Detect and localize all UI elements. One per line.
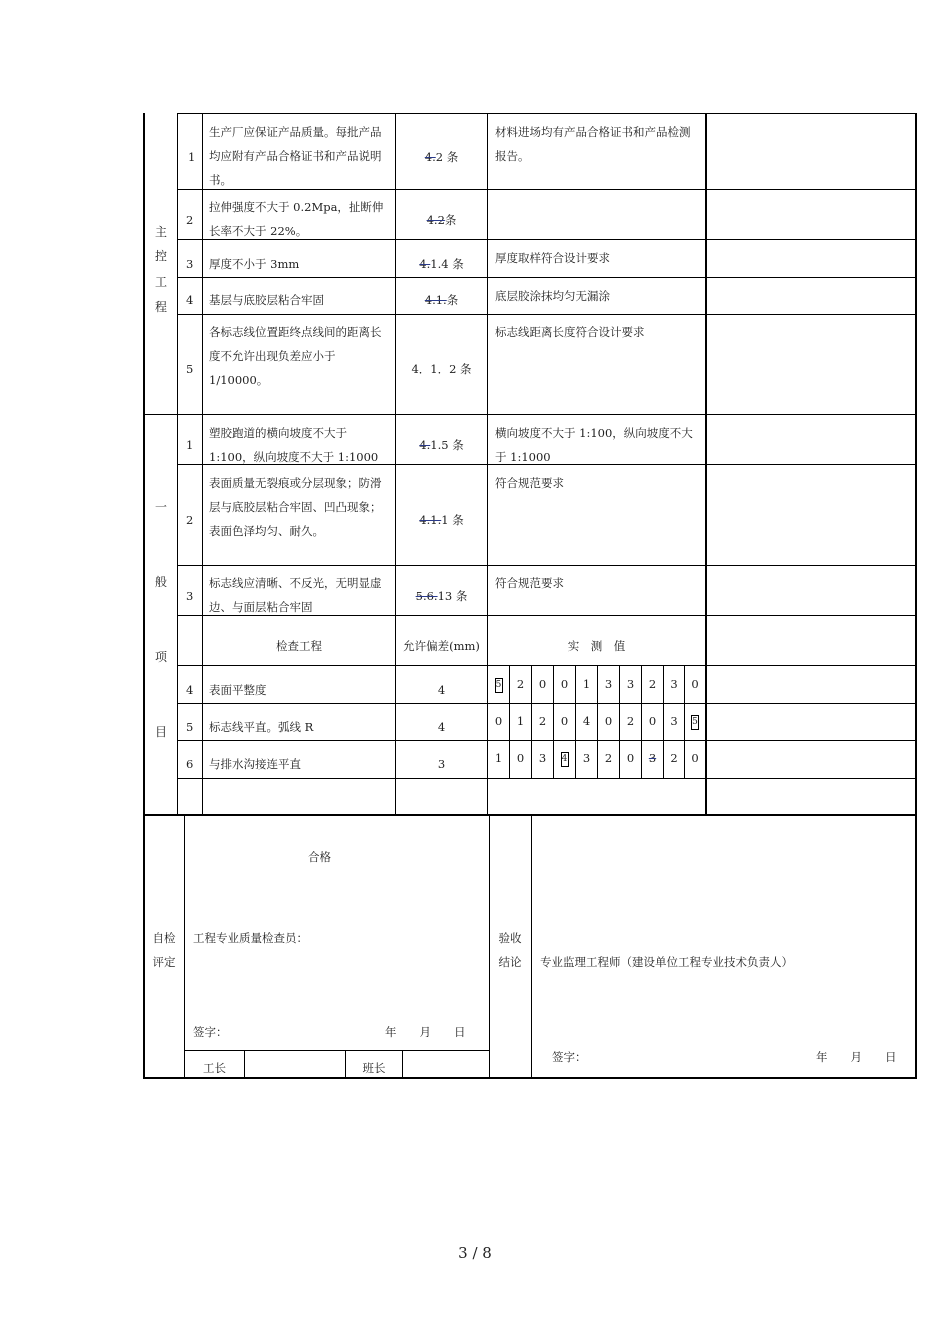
sign-label: 签字： [552,1050,587,1064]
sign-label: 签字： [193,1025,228,1039]
measured-value: 3 [648,751,657,765]
section-label-char: 项 [154,650,167,664]
clause-reference: 5.6.13 条 [415,589,468,603]
measured-value: 1 [494,751,503,765]
measured-value: 3 [626,677,635,691]
measured-value: 2 [626,714,635,728]
check-result: 符合规范要求 [495,576,564,590]
item-description: 基层与底胶层粘合牢固 [209,293,324,307]
measured-value: 5 [685,709,705,733]
measured-value: 0 [648,714,657,728]
clause-reference: 4.1.4 条 [419,257,464,271]
measured-value: 4 [582,714,591,728]
tolerance-value: 3 [437,757,446,771]
row-number: 3 [186,257,194,271]
clause-reference: 4．1．2 条 [411,362,472,376]
measured-value: 1 [582,677,591,691]
measured-value: 0 [560,677,569,691]
self-check-label: 自检评定 [152,931,176,969]
measured-value: 3 [670,714,678,728]
item-description: 拉伸强度不大于 0.2Mpa，扯断伸长率不大于 22%。 [209,200,384,238]
measured-value: 2 [538,714,547,728]
measured-value: 0 [560,714,569,728]
item-description: 标志线应清晰、不反光，无明显虚边、与面层粘合牢固 [209,576,382,614]
measured-value: 2 [604,751,613,765]
page-number: 3 / 8 [458,1244,492,1262]
section-label-char: 一 [154,500,167,514]
section-label-char: 主 [154,225,167,239]
row-number: 5 [186,720,194,734]
section-label-char: 工 [154,275,167,289]
measured-value: 5 [488,672,509,696]
acceptance-label: 验收结论 [498,931,522,969]
measure-header-item: 检查工程 [276,639,322,653]
measured-value: 3 [670,677,678,691]
team-leader-label: 班长 [362,1061,386,1075]
check-result: 横向坡度不大于 1:100，纵向坡度不大于 1:1000 [495,426,693,464]
row-number: 4 [186,683,194,697]
row-number: 5 [186,362,194,376]
item-description: 厚度不小于 3mm [209,257,300,271]
row-number: 2 [186,513,194,527]
check-result: 材料进场均有产品合格证书和产品检测报告。 [495,125,691,163]
clause-reference: 4.2条 [426,213,457,227]
inspector-label: 工程专业质量检查员： [193,931,308,945]
item-description: 生产厂应保证产品质量。每批产品均应附有产品合格证书和产品说明书。 [209,125,382,187]
measured-value: 0 [691,677,699,691]
measured-value: 3 [582,751,591,765]
check-result: 标志线距离长度符合设计要求 [495,325,645,339]
row-number: 1 [188,150,196,164]
section-label-char: 程 [154,300,167,314]
tolerance-value: 4 [437,683,446,697]
foreman-label: 工长 [203,1061,226,1075]
measured-value: 0 [604,714,613,728]
item-description: 表面平整度 [209,683,267,697]
measure-header-tolerance: 允许偏差(mm) [403,639,480,653]
clause-reference: 4.1.条 [424,293,459,307]
section-label-char: 控 [154,249,167,263]
measured-value: 4 [554,746,575,770]
measured-value: 2 [648,677,657,691]
measured-value: 1 [516,714,525,728]
tolerance-value: 4 [437,720,446,734]
item-description: 表面质量无裂痕或分层现象；防滑层与底胶层粘合牢固、凹凸现象；表面色泽均匀、耐久。 [209,476,382,538]
check-result: 底层胶涂抹均匀无漏涂 [495,289,610,303]
check-result: 符合规范要求 [495,476,564,490]
item-description: 各标志线位置距终点线间的距离长度不允许出现负差应小于 1/10000。 [209,325,382,387]
measured-value: 0 [516,751,525,765]
clause-reference: 4.1.5 条 [419,438,464,452]
row-number: 1 [186,438,194,452]
row-number: 6 [186,757,194,771]
self-check-result: 合格 [308,850,331,864]
measured-value: 0 [691,751,699,765]
supervising-engineer-label: 专业监理工程师（建设单位工程专业技术负责人） [540,955,793,969]
date-label: 年 月 日 [385,1025,466,1039]
item-description: 标志线平直。弧线 R [209,720,314,734]
row-number: 3 [186,589,194,603]
measured-value: 3 [538,751,547,765]
measured-value: 0 [494,714,503,728]
measured-value: 2 [516,677,525,691]
check-result: 厚度取样符合设计要求 [495,251,610,265]
section-label-char: 目 [154,725,167,739]
row-number: 4 [186,293,194,307]
date-label: 年 月 日 [816,1050,897,1064]
measured-value: 0 [538,677,547,691]
item-description: 与排水沟接连平直 [209,757,301,771]
clause-reference: 4.1.1 条 [419,513,464,527]
row-number: 2 [186,213,194,227]
section-label-char: 般 [154,575,167,589]
clause-reference: 4.2 条 [424,150,459,164]
measured-value: 2 [670,751,678,765]
measure-header-measured: 实 测 值 [567,639,626,653]
item-description: 塑胶跑道的横向坡度不大于 1:100，纵向坡度不大于 1:1000 [209,426,379,464]
measured-value: 0 [626,751,635,765]
measured-value: 3 [604,677,613,691]
